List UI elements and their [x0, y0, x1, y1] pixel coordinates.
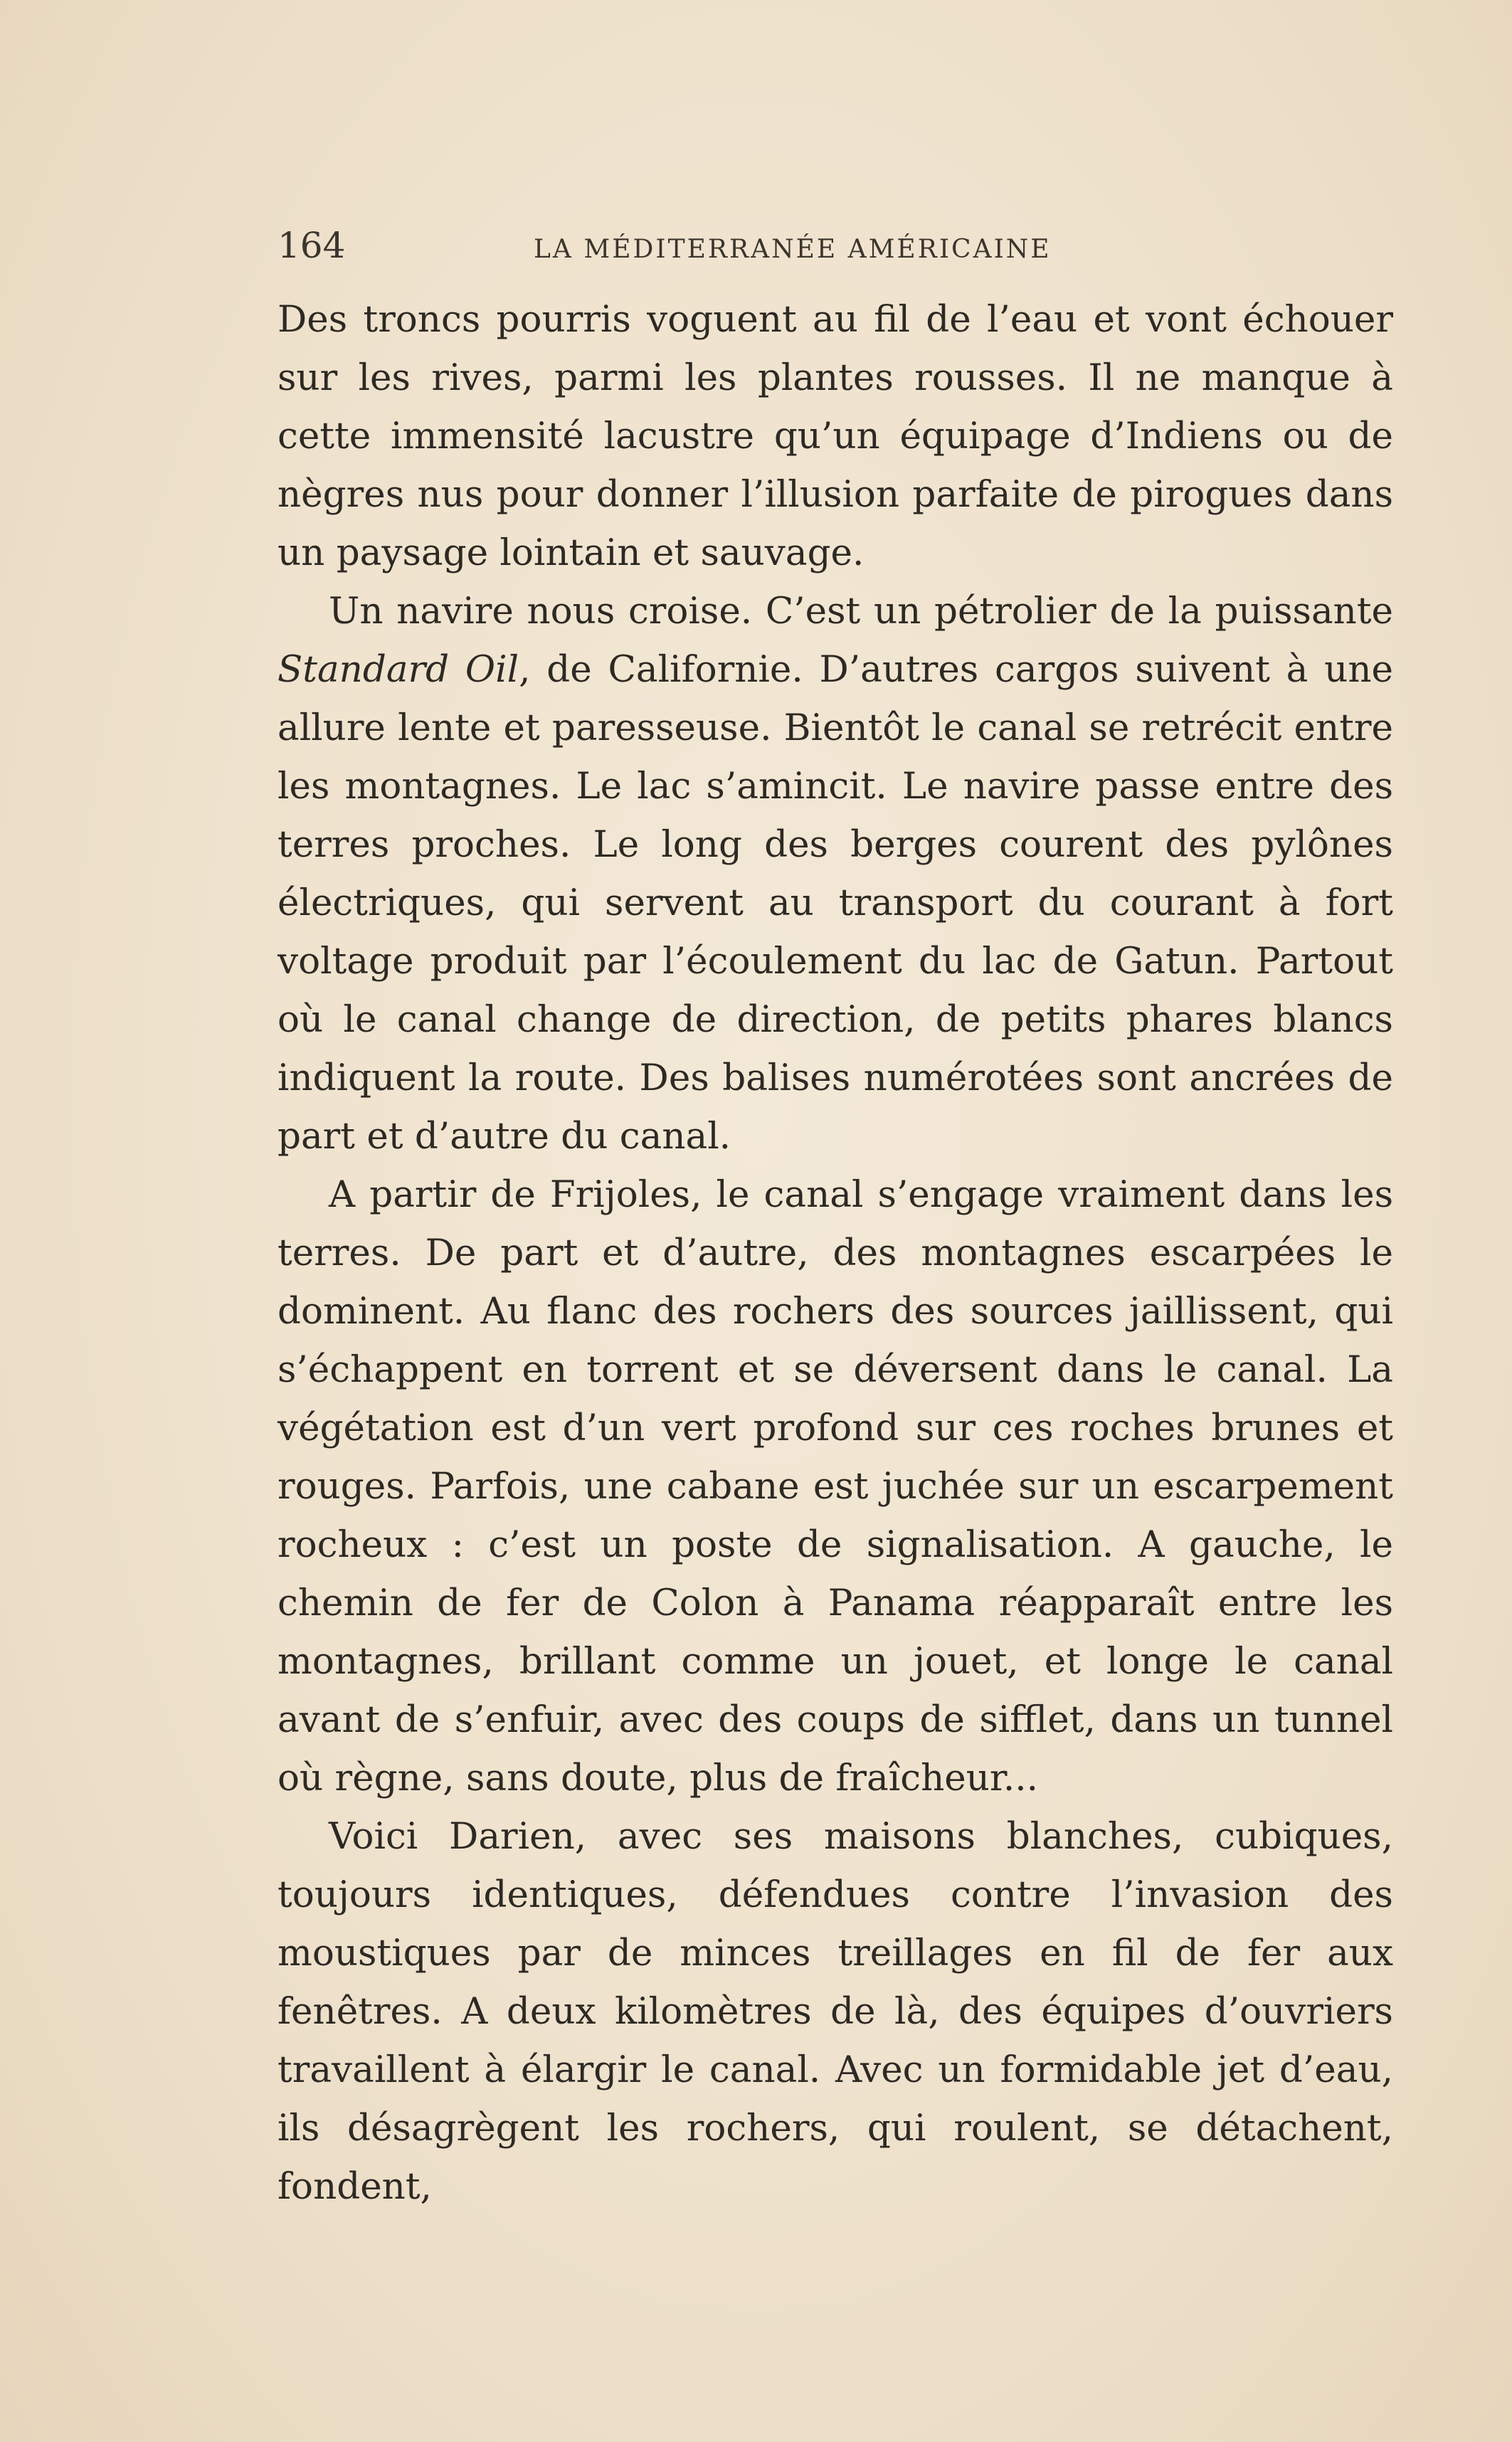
running-title: LA MÉDITERRANÉE AMÉRICAINE	[534, 235, 1052, 264]
paragraph-3: A partir de Frijoles, le canal s’engage vraiment dans les terres. De part et d’autre, des montagnes escarpées le dominent. Au flanc des rochers des sources jaillissent, qui s’échappent en torrent et se déversent dans le canal. La végétation est d’un vert profond sur ces roches brunes et rouges. Parfois, une cabane est juchée sur un escarpement rocheux : c’est un poste de signalisation. A gauche, le chemin de fer de Colon à Panama réapparaît entre les montagnes, brillant comme un jouet, et longe le canal avant de s’enfuir, avec des coups de sifflet, dans un tunnel où règne, sans doute, plus de fraîcheur...	[277, 1173, 1393, 1799]
paragraph-2	[277, 582, 1393, 1166]
page-number: 164	[277, 225, 346, 266]
paragraph-4: Voici Darien, avec ses maisons blanches, cubiques, toujours identiques, défendues contre l’invasion des moustiques par de minces treillages en fil de fer aux fenêtres. A deux kilomètres de là, des équipes d’ouvriers travaillent à élargir le canal. Avec un formidable jet d’eau, ils désagrègent les rochers, qui roulent, se détachent, fondent,	[277, 1815, 1393, 2208]
paragraph-1: Des troncs pourris voguent au fil de l’eau et vont échouer sur les rives, parmi les plantes rousses. Il ne manque à cette immensité lacustre qu’un équipage d’Indiens ou de nègres nus pour donner l’illusion parfaite de pirogues dans un paysage lointain et sauvage.	[277, 298, 1393, 574]
running-head	[277, 217, 1391, 274]
paragraph-2-start: Un navire nous croise. C’est un pétrolier de la puissante	[329, 590, 1393, 633]
body-text	[277, 290, 1393, 2216]
paragraph-2-end: , de Californie. D’autres cargos suivent à une allure lente et paresseuse. Bientôt le canal se retrécit entre les montagnes. Le lac s’amincit. Le navire passe entre des terres proches. Le long des berges courent des pylônes électriques, qui servent au transport du courant à fort voltage produit par l’écoulement du lac de Gatun. Partout où le canal change de direction, de petits phares blancs indiquent la route. Des balises numérotées sont ancrées de part et d’autre du canal.	[277, 648, 1393, 1158]
italic-company-name: Standard Oil	[277, 648, 519, 691]
